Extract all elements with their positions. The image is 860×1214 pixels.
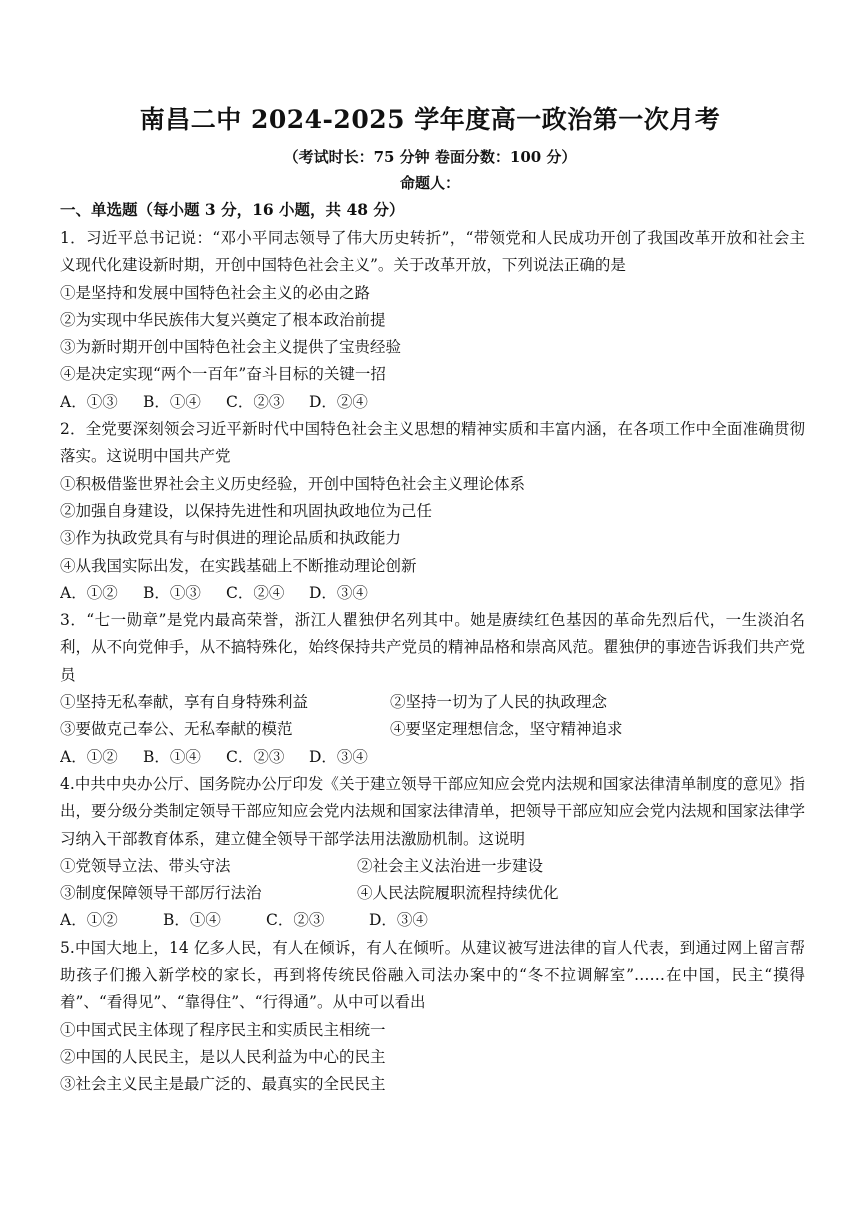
option-4: ④人民法院履职流程持续优化 [357,884,559,903]
question-4 [60,771,805,935]
answer-choices [60,907,805,934]
answer-a: A．①② [60,583,118,602]
option-1: ①积极借鉴世界社会主义历史经验，开创中国特色社会主义理论体系 [60,474,526,493]
question-1 [60,225,805,416]
answer-choices [60,744,805,771]
answer-c: C．②③ [266,911,325,930]
answer-b: B．①④ [143,747,201,766]
answer-b: B．①④ [143,392,201,411]
answer-d: D．②④ [309,392,368,411]
answer-b: B．①④ [163,911,221,930]
answer-c: C．②④ [226,583,285,602]
option-row [60,716,805,743]
question-stem: 2．全党要深刻领会习近平新时代中国特色社会主义思想的精神实质和丰富内涵，在各项工作中全面准确贯彻落实。这说明中国共产党 [60,420,805,466]
answer-a: A．①③ [60,392,118,411]
question-2 [60,416,805,607]
option-2: ②社会主义法治进一步建设 [357,856,544,875]
question-stem: 3．“七一勋章”是党内最高荣誉，浙江人瞿独伊名列其中。她是赓续红色基因的革命先烈后代，一生淡泊名利，从不向党伸手，从不搞特殊化，始终保持共产党员的精神品格和崇高风范。瞿独伊的事迹告诉我们共产党员 [60,611,805,684]
answer-c: C．②③ [226,747,285,766]
option-row [60,853,805,880]
question-stem: 5.中国大地上，14 亿多人民，有人在倾诉，有人在倾听。从建议被写进法律的盲人代表，到通过网上留言帮助孩子们搬入新学校的家长，再到将传统民俗融入司法办案中的“冬不拉调解室”……在中国，民主“摸得着”、“看得见”、“靠得住”、“行得通”。从中可以看出 [60,938,805,1012]
option-4: ④要坚定理想信念，坚守精神追求 [390,720,623,739]
answer-d: D．③④ [309,747,368,766]
option-row [60,880,805,907]
option-4: ④从我国实际出发，在实践基础上不断推动理论创新 [60,556,417,575]
section-heading: 一、单选题（每小题 3 分，16 小题，共 48 分） [60,200,405,219]
question-stem: 1．习近平总书记说：“邓小平同志领导了伟大历史转折”，“带领党和人民成功开创了我国改革开放和社会主义现代化建设新时期，开创中国特色社会主义”。关于改革开放，下列说法正确的是 [60,229,805,275]
answer-a: A．①② [60,911,118,930]
option-3: ③制度保障领导干部厉行法治 [60,884,262,903]
option-4: ④是决定实现“两个一百年”奋斗目标的关键一招 [60,365,386,384]
answer-b: B．①③ [143,583,201,602]
option-1: ①中国式民主体现了程序民主和实质民主相统一 [60,1020,386,1039]
questions-body [60,225,805,1099]
option-3: ③社会主义民主是最广泛的、最真实的全民民主 [60,1075,386,1094]
answer-choices [60,389,805,416]
option-2: ②为实现中华民族伟大复兴奠定了根本政治前提 [60,310,386,329]
option-1: ①是坚持和发展中国特色社会主义的必由之路 [60,283,371,302]
option-3: ③作为执政党具有与时俱进的理论品质和执政能力 [60,529,402,548]
question-stem: 4.中共中央办公厅、国务院办公厅印发《关于建立领导干部应知应会党内法规和国家法律清单制度的意见》指出，要分级分类制定领导干部应知应会党内法规和国家法律清单，把领导干部应知应会党内法规和国家法律学习纳入干部教育体系，建立健全领导干部学法用法激励机制。这说明 [60,774,805,848]
option-row [60,689,805,716]
answer-d: D．③④ [369,911,428,930]
option-2: ②加强自身建设，以保持先进性和巩固执政地位为己任 [60,501,433,520]
option-2: ②坚持一切为了人民的执政理念 [390,693,608,712]
exam-info: （考试时长：75 分钟 卷面分数：100 分） [283,148,577,166]
option-1: ①党领导立法、带头守法 [60,856,231,875]
answer-c: C．②③ [226,392,285,411]
option-1: ①坚持无私奉献，享有自身特殊利益 [60,693,309,712]
option-2: ②中国的人民民主，是以人民利益为中心的民主 [60,1047,386,1066]
question-3 [60,607,805,771]
question-5 [60,935,805,1099]
answer-d: D．③④ [309,583,368,602]
answer-choices [60,580,805,607]
exam-title: 南昌二中 2024-2025 学年度高一政治第一次月考 [139,105,721,134]
option-3: ③要做克己奉公、无私奉献的模范 [60,720,293,739]
option-3: ③为新时期开创中国特色社会主义提供了宝贵经验 [60,338,402,357]
author-label: 命题人： [399,174,460,192]
answer-a: A．①② [60,747,118,766]
